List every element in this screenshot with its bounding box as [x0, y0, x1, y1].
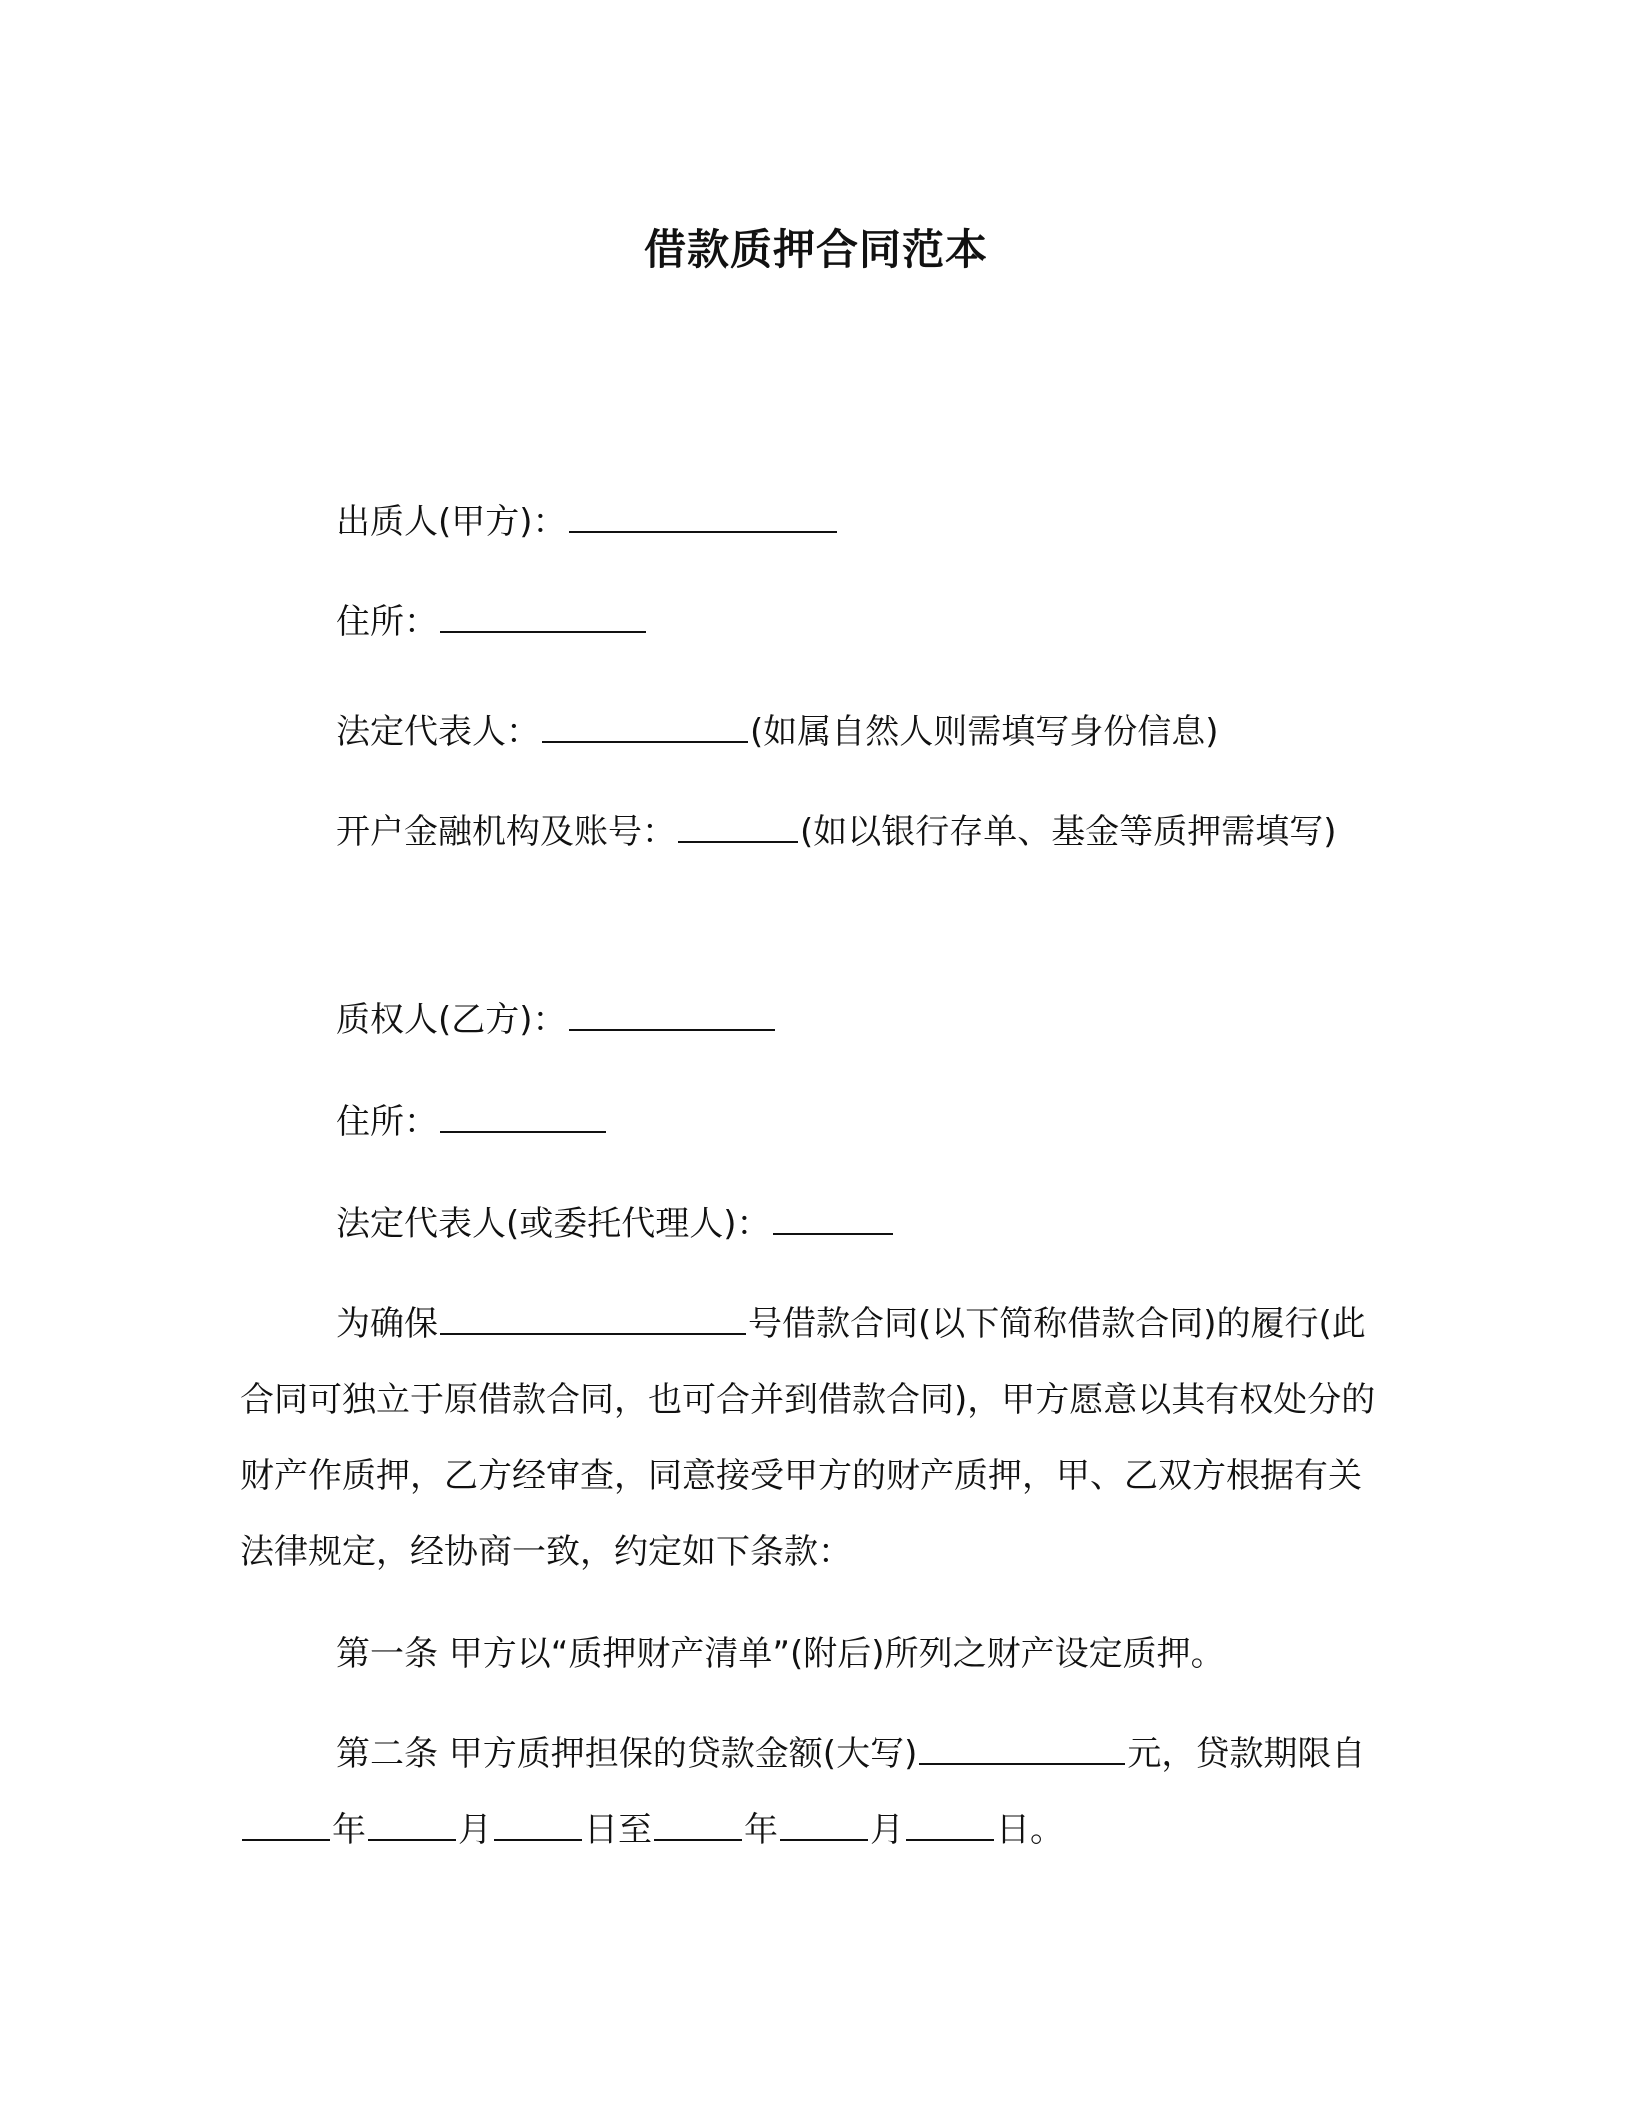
article-1-text: 第一条 甲方以“质押财产清单”(附后)所列之财产设定质押。: [336, 1634, 1225, 1674]
start-month-label: 月: [458, 1810, 492, 1850]
preamble-body: 号借款合同(以下简称借款合同)的履行(此合同可独立于原借款合同，也可合并到借款合同)，甲方愿意以其有权处分的财产作质押，乙方经审查，同意接受甲方的财产质押，甲、乙双方根据有关法律规定，经协商一致，约定如下条款：: [240, 1304, 1376, 1572]
pledgor-rep-line: [240, 694, 1380, 770]
pledgor-rep-blank: [542, 711, 748, 743]
article-2-yuan: 元，贷款期限自: [1127, 1734, 1366, 1774]
pledgee-blank: [569, 999, 775, 1031]
pledgor-line: [240, 484, 1380, 560]
end-day-label: 日。: [996, 1810, 1064, 1850]
start-month-blank: [368, 1809, 456, 1841]
amount-blank: [919, 1733, 1125, 1765]
end-month-blank: [780, 1809, 868, 1841]
pledgee-rep-label: 法定代表人(或委托代理人)：: [336, 1204, 771, 1244]
contract-number-blank: [440, 1303, 746, 1335]
pledgor-address-label: 住所：: [336, 602, 438, 642]
end-year-blank: [654, 1809, 742, 1841]
start-day-blank: [494, 1809, 582, 1841]
start-day-label: 日至: [584, 1810, 652, 1850]
document-title: 借款质押合同范本: [643, 225, 988, 274]
article-2: [240, 1716, 1380, 1868]
preamble-prefix: 为确保: [336, 1304, 438, 1344]
bank-line: [240, 794, 1380, 870]
pledgee-address-blank: [440, 1101, 606, 1133]
end-year-label: 年: [744, 1810, 778, 1850]
start-year-label: 年: [332, 1810, 366, 1850]
pledgee-address-label: 住所：: [336, 1102, 438, 1142]
pledgor-rep-label: 法定代表人：: [336, 712, 540, 752]
pledgor-address-line: [240, 584, 1380, 660]
pledgor-rep-note: (如属自然人则需填写身份信息): [750, 712, 1219, 752]
end-month-label: 月: [870, 1810, 904, 1850]
pledgor-address-blank: [440, 601, 646, 633]
pledgee-line: [240, 982, 1380, 1058]
pledgor-blank: [569, 501, 837, 533]
end-day-blank: [906, 1809, 994, 1841]
article-1: [240, 1616, 1380, 1692]
start-year-blank: [242, 1809, 330, 1841]
bank-note: (如以银行存单、基金等质押需填写): [800, 812, 1337, 852]
bank-blank: [678, 811, 798, 843]
pledgee-address-line: [240, 1084, 1380, 1160]
bank-label: 开户金融机构及账号：: [336, 812, 676, 852]
pledgee-label: 质权人(乙方)：: [336, 1000, 567, 1040]
pledgee-rep-blank: [773, 1203, 893, 1235]
article-2-prefix: 第二条 甲方质押担保的贷款金额(大写): [336, 1734, 918, 1774]
pledgee-rep-line: [240, 1186, 1380, 1262]
pledgor-label: 出质人(甲方)：: [336, 502, 567, 542]
preamble-paragraph: [240, 1286, 1380, 1590]
